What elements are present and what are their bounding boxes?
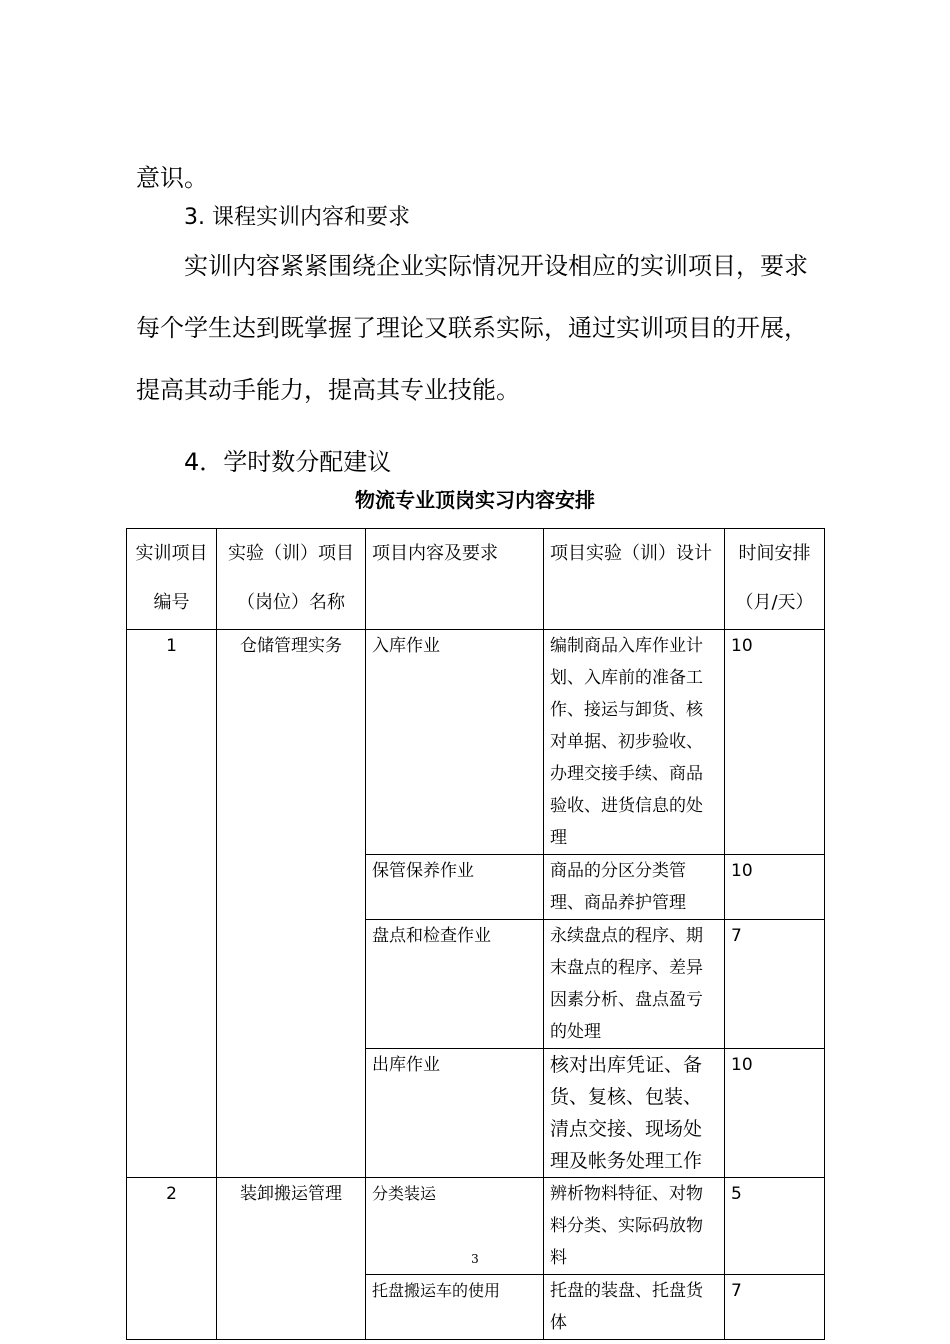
project-time: 7 <box>725 920 825 1049</box>
project-design: 辨析物料特征、对物料分类、实际码放物料 <box>544 1178 725 1275</box>
table-title: 物流专业顶岗实习内容安排 <box>355 488 595 512</box>
paragraph-line: 实训内容紧紧围绕企业实际情况开设相应的实训项目，要求 <box>184 252 808 280</box>
project-time: 5 <box>725 1178 825 1275</box>
section-heading-3: 3. 课程实训内容和要求 <box>184 205 410 230</box>
table-header-row <box>127 529 825 630</box>
page-number: 3 <box>471 1252 479 1266</box>
project-design: 核对出库凭证、备货、复核、包装、清点交接、现场处理及帐务处理工作 <box>544 1049 725 1178</box>
header-project-number: 实训项目编号 <box>127 529 217 630</box>
project-time: 10 <box>725 1049 825 1178</box>
header-time: 时间安排（月/天） <box>725 529 825 630</box>
paragraph-line: 每个学生达到既掌握了理论又联系实际，通过实训项目的开展， <box>136 314 808 342</box>
header-content: 项目内容及要求 <box>366 529 544 630</box>
project-content: 托盘搬运车的使用 <box>366 1275 544 1340</box>
project-name: 装卸搬运管理 <box>217 1178 366 1340</box>
project-content: 入库作业 <box>366 630 544 855</box>
project-content: 保管保养作业 <box>366 855 544 920</box>
project-time: 10 <box>725 855 825 920</box>
schedule-table <box>126 528 825 1340</box>
project-time: 7 <box>725 1275 825 1340</box>
table-row <box>127 630 825 855</box>
project-number: 1 <box>127 630 217 1178</box>
project-content: 分类装运 <box>366 1178 544 1275</box>
paragraph-line: 意识。 <box>136 164 208 192</box>
paragraph-line: 提高其动手能力，提高其专业技能。 <box>136 376 520 404</box>
project-content: 盘点和检查作业 <box>366 920 544 1049</box>
project-design: 编制商品入库作业计划、入库前的准备工作、接运与卸货、核对单据、初步验收、办理交接手续、商品验收、进货信息的处理 <box>544 630 725 855</box>
project-content: 出库作业 <box>366 1049 544 1178</box>
project-time: 10 <box>725 630 825 855</box>
section-heading-4: 4．学时数分配建议 <box>184 448 392 476</box>
project-name: 仓储管理实务 <box>217 630 366 1178</box>
header-project-name: 实验（训）项目（岗位）名称 <box>217 529 366 630</box>
project-design: 托盘的装盘、托盘货体 <box>544 1275 725 1340</box>
project-number: 2 <box>127 1178 217 1340</box>
header-design: 项目实验（训）设计 <box>544 529 725 630</box>
project-design: 永续盘点的程序、期末盘点的程序、差异因素分析、盘点盈亏的处理 <box>544 920 725 1049</box>
project-design: 商品的分区分类管理、商品养护管理 <box>544 855 725 920</box>
